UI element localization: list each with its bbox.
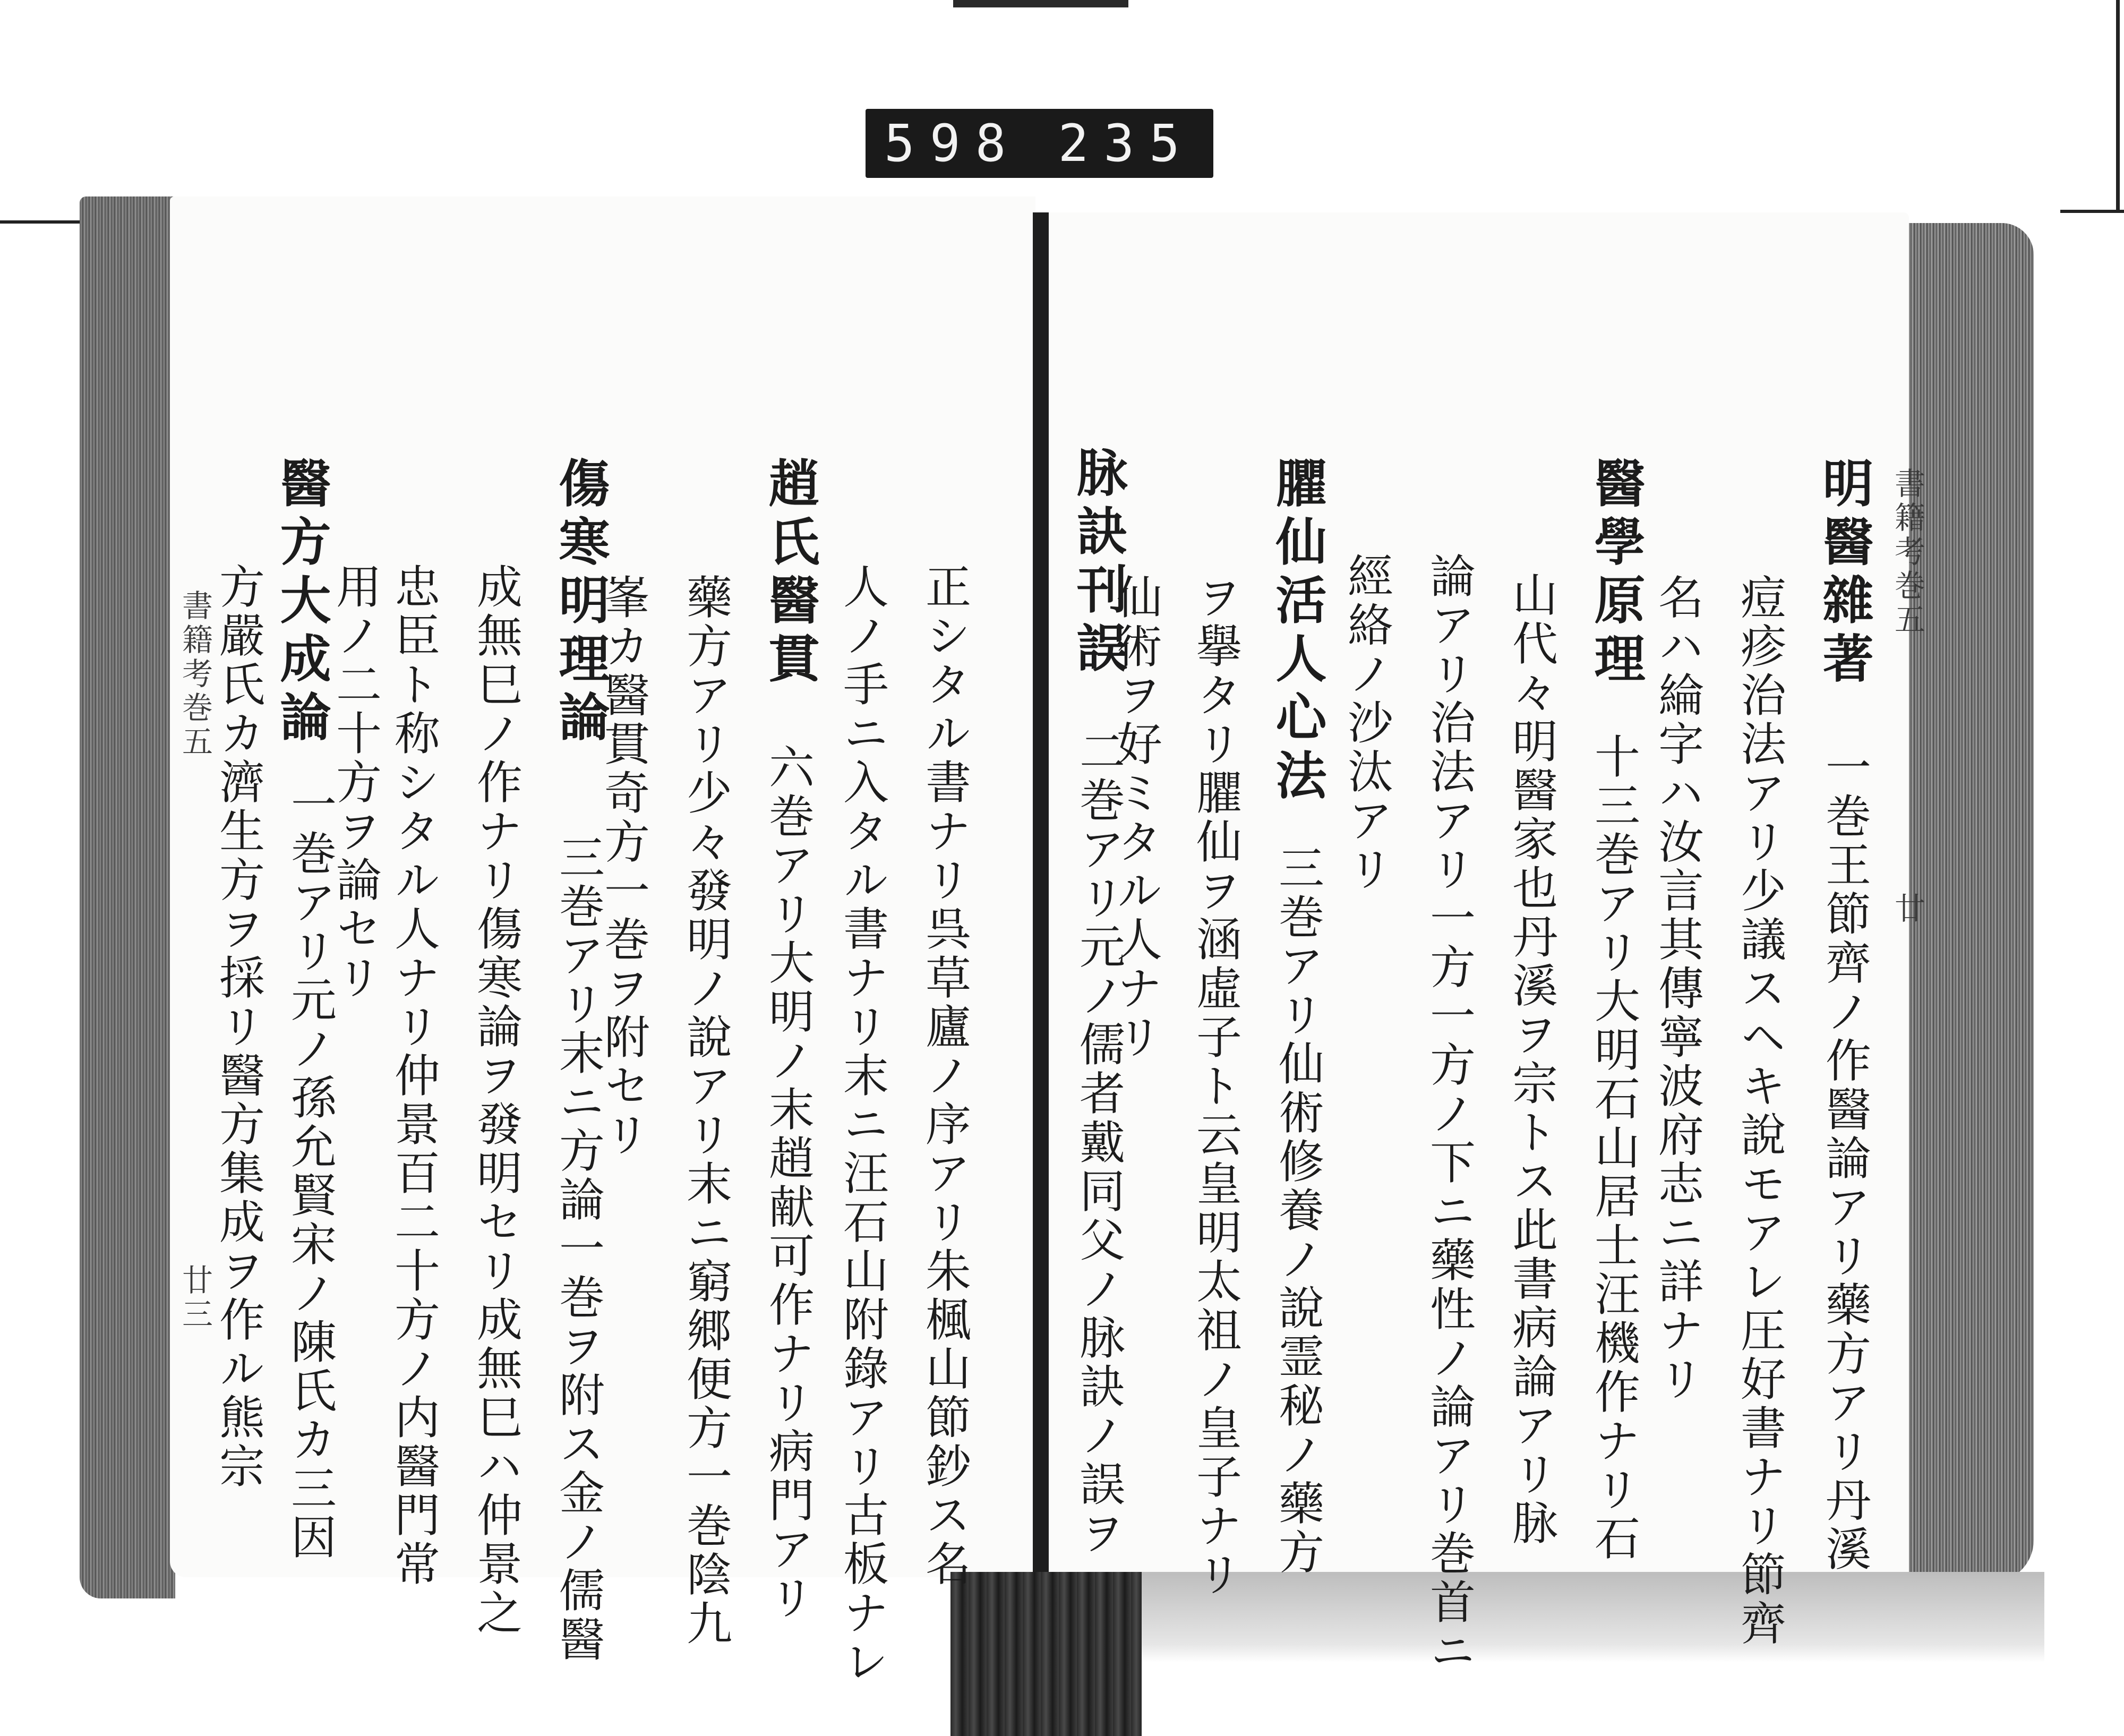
- scan-margin-line: [2060, 210, 2124, 213]
- running-head-right: 書籍考巻五: [1889, 467, 1925, 637]
- folio-right: 廿: [1889, 892, 1925, 926]
- book-edge-left: [80, 196, 175, 1598]
- entry-text: 名ハ綸字ハ汝言其傳寧波府志ニ詳ナリ: [1650, 574, 1703, 1404]
- entry-title: 醫方大成論: [272, 457, 332, 749]
- scan-top-stub: [953, 0, 1128, 7]
- entry-text: 二巻アリ元ノ儒者戴同父ノ脉訣ノ誤ヲ: [1072, 728, 1125, 1558]
- entry-text: 正シタル書ナリ呉草廬ノ序アリ朱楓山節鈔ス名: [918, 563, 971, 1589]
- running-head-left: 書籍考巻五: [177, 589, 213, 759]
- scan-margin-line: [2116, 0, 2120, 212]
- folio-left: 廿三: [177, 1264, 213, 1332]
- page-shadow: [1142, 1572, 2044, 1662]
- entry-title: 明醫雜著: [1814, 457, 1874, 690]
- entry-text: 經絡ノ沙汰アリ: [1340, 552, 1393, 894]
- entry-text: ヲ擧タリ臞仙ヲ涵虛子ト云皇明太祖ノ皇子ナリ: [1188, 574, 1241, 1600]
- frame-number-left: 598: [884, 114, 1021, 173]
- entry-text: 方嚴氏カ濟生方ヲ採リ醫方集成ヲ作ル熊宗: [211, 563, 264, 1491]
- frame-counter: [866, 109, 1213, 178]
- frame-number-right: 235: [1058, 114, 1195, 173]
- book-spine: [950, 1572, 1142, 1736]
- entry-title: 趙氏醫貫: [760, 457, 820, 690]
- entry-text: 峯カ醫貫奇方一巻ヲ附セリ: [596, 574, 649, 1160]
- entry-text: 藥方アリ少々發明ノ說アリ末ニ窮郷便方一巻陰九: [679, 574, 732, 1648]
- entry-text: 用ノ二十方ヲ論セリ: [328, 563, 381, 1003]
- entry-text: 仙術ヲ好ミタル人ナリ: [1109, 574, 1162, 1062]
- entry-title: 臞仙活人心法: [1267, 457, 1328, 807]
- entry-title: 脉訣刊誤: [1068, 446, 1128, 680]
- entry-text: 人ノ手ニ入タル書ナリ末ニ汪石山附錄アリ古板ナレ: [835, 563, 888, 1687]
- entry-text: 十三巻アリ大明石山居士汪機作ナリ石: [1587, 733, 1640, 1563]
- entry-text: 忠臣ト称シタル人ナリ仲景百二十方ノ内醫門常: [387, 563, 440, 1589]
- entry-title: 傷寒明理論: [551, 457, 611, 749]
- entry-text: 三巻アリ仙術修養ノ說霊秘ノ藥方: [1271, 844, 1324, 1577]
- entry-title: 醫學原理: [1586, 457, 1646, 690]
- entry-text: 三巻アリ末ニ方論一巻ヲ附ス金ノ儒醫: [551, 834, 604, 1664]
- entry-text: 一巻アリ元ノ孫允賢宋ノ陳氏カ三因: [283, 781, 336, 1562]
- entry-text: 六巻アリ大明ノ末趙献可作ナリ病門アリ: [761, 743, 814, 1623]
- entry-text: 成無巳ノ作ナリ傷寒論ヲ發明セリ成無巳ハ仲景之: [469, 563, 522, 1638]
- entry-text: 痘疹治法アリ少議スヘキ說モアレ圧好書ナリ節齊: [1733, 574, 1786, 1648]
- book-gutter: [1033, 212, 1049, 1588]
- entry-text: 論アリ治法アリ一方一方ノ下ニ藥性ノ論アリ巻首ニ: [1422, 552, 1475, 1676]
- entry-text: 山代々明醫家也丹溪ヲ宗トス此書病論アリ脉: [1504, 571, 1557, 1548]
- entry-text: 一巻王節齊ノ作醫論アリ藥方アリ丹溪: [1818, 743, 1871, 1574]
- scan-margin-line: [0, 220, 85, 224]
